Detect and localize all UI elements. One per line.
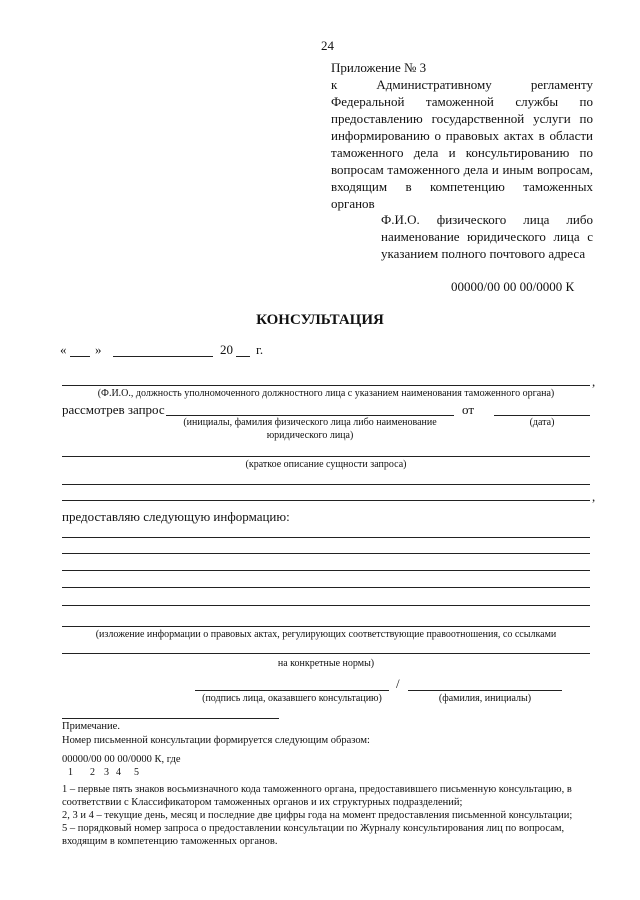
request-label: рассмотрев запрос	[62, 402, 165, 417]
official-caption: (Ф.И.О., должность уполномоченного должностного лица с указанием наименования таможенного органа)	[97, 388, 555, 399]
consultation-code: 00000/00 00 00/0000 К	[451, 279, 575, 294]
provide-label: предоставляю следующую информацию:	[62, 509, 290, 524]
appendix-line: к Административному регламенту	[331, 77, 593, 92]
year-suffix: г.	[256, 342, 264, 357]
info-blank	[62, 653, 590, 654]
comma: ,	[592, 374, 596, 389]
note-title: Примечание.	[62, 721, 120, 732]
day-blank	[70, 356, 90, 357]
page-number: 24	[321, 38, 334, 53]
appendix-line: органов	[331, 196, 375, 211]
slash: /	[396, 676, 400, 691]
note-item: 1 – первые пять знаков восьмизначного кода таможенного органа, предоставившего письменную консультацию, в	[62, 784, 572, 795]
year-blank	[236, 356, 250, 357]
requester-blank	[166, 415, 454, 416]
signature-blank	[195, 690, 389, 691]
note-item: входящим в компетенцию таможенных органов.	[62, 836, 278, 847]
signature-caption: (подпись лица, оказавшего консультацию)	[202, 693, 382, 704]
addressee-line: наименование юридического лица с	[381, 229, 593, 244]
appendix-line: Приложение № 3	[331, 60, 427, 75]
addressee-line: Ф.И.О. физического лица либо	[381, 212, 593, 227]
date-caption: (дата)	[529, 417, 555, 428]
request-summary-blank	[62, 456, 590, 457]
format-digit: 1	[68, 767, 73, 778]
requester-caption: (инициалы, фамилия физического лица либо наименование	[183, 417, 437, 428]
close-quote: »	[95, 342, 102, 357]
comma: ,	[592, 489, 596, 504]
official-blank	[62, 385, 590, 386]
appendix-line: вопросам таможенного дела и иным вопросам,	[331, 162, 593, 177]
note-item: 2, 3 и 4 – текущие день, месяц и последние две цифры года на момент предоставления письменной консультации;	[62, 810, 573, 821]
info-blank	[62, 570, 590, 571]
month-blank	[113, 356, 213, 357]
info-caption: (изложение информации о правовых актах, регулирующих соответствующие правоотношения, со ссылками	[95, 629, 557, 640]
document-title: КОНСУЛЬТАЦИЯ	[256, 312, 384, 328]
info-blank	[62, 553, 590, 554]
request-summary-caption: (краткое описание сущности запроса)	[245, 459, 407, 470]
format-digit: 2	[90, 767, 95, 778]
info-caption: на конкретные нормы)	[277, 658, 375, 669]
info-blank	[62, 537, 590, 538]
name-blank	[408, 690, 562, 691]
appendix-line: таможенного дела и консультированию по	[331, 145, 593, 160]
footnote-divider	[62, 718, 279, 719]
info-blank	[62, 605, 590, 606]
open-quote: «	[60, 342, 67, 357]
note-intro: Номер письменной консультации формируется следующим образом:	[62, 735, 370, 746]
note-item: 5 – порядковый номер запроса о предоставлении консультации по Журналу консультирования лиц по вопросам,	[62, 823, 565, 834]
blank-line	[62, 500, 590, 501]
format-digit: 3	[104, 767, 109, 778]
requester-caption: юридического лица)	[266, 430, 354, 441]
info-blank	[62, 587, 590, 588]
format-digit: 4	[116, 767, 121, 778]
appendix-line: Федеральной таможенной службы по	[331, 94, 593, 109]
appendix-line: входящим в компетенцию таможенных	[331, 179, 593, 194]
note-format: 00000/00 00 00/0000 К, где	[62, 754, 181, 765]
year-prefix: 20	[220, 342, 233, 357]
info-blank	[62, 626, 590, 627]
blank-line	[62, 484, 590, 485]
format-digit: 5	[134, 767, 139, 778]
addressee-line: указанием полного почтового адреса	[381, 246, 586, 261]
request-date-blank	[494, 415, 590, 416]
name-caption: (фамилия, инициалы)	[438, 693, 532, 704]
appendix-line: информированию о правовых актах в области	[331, 128, 593, 143]
appendix-line: предоставлению государственной услуги по	[331, 111, 593, 126]
note-item: соответствии с Классификатором таможенных органов и их структурных подразделений;	[62, 797, 463, 808]
from-label: от	[462, 402, 475, 417]
